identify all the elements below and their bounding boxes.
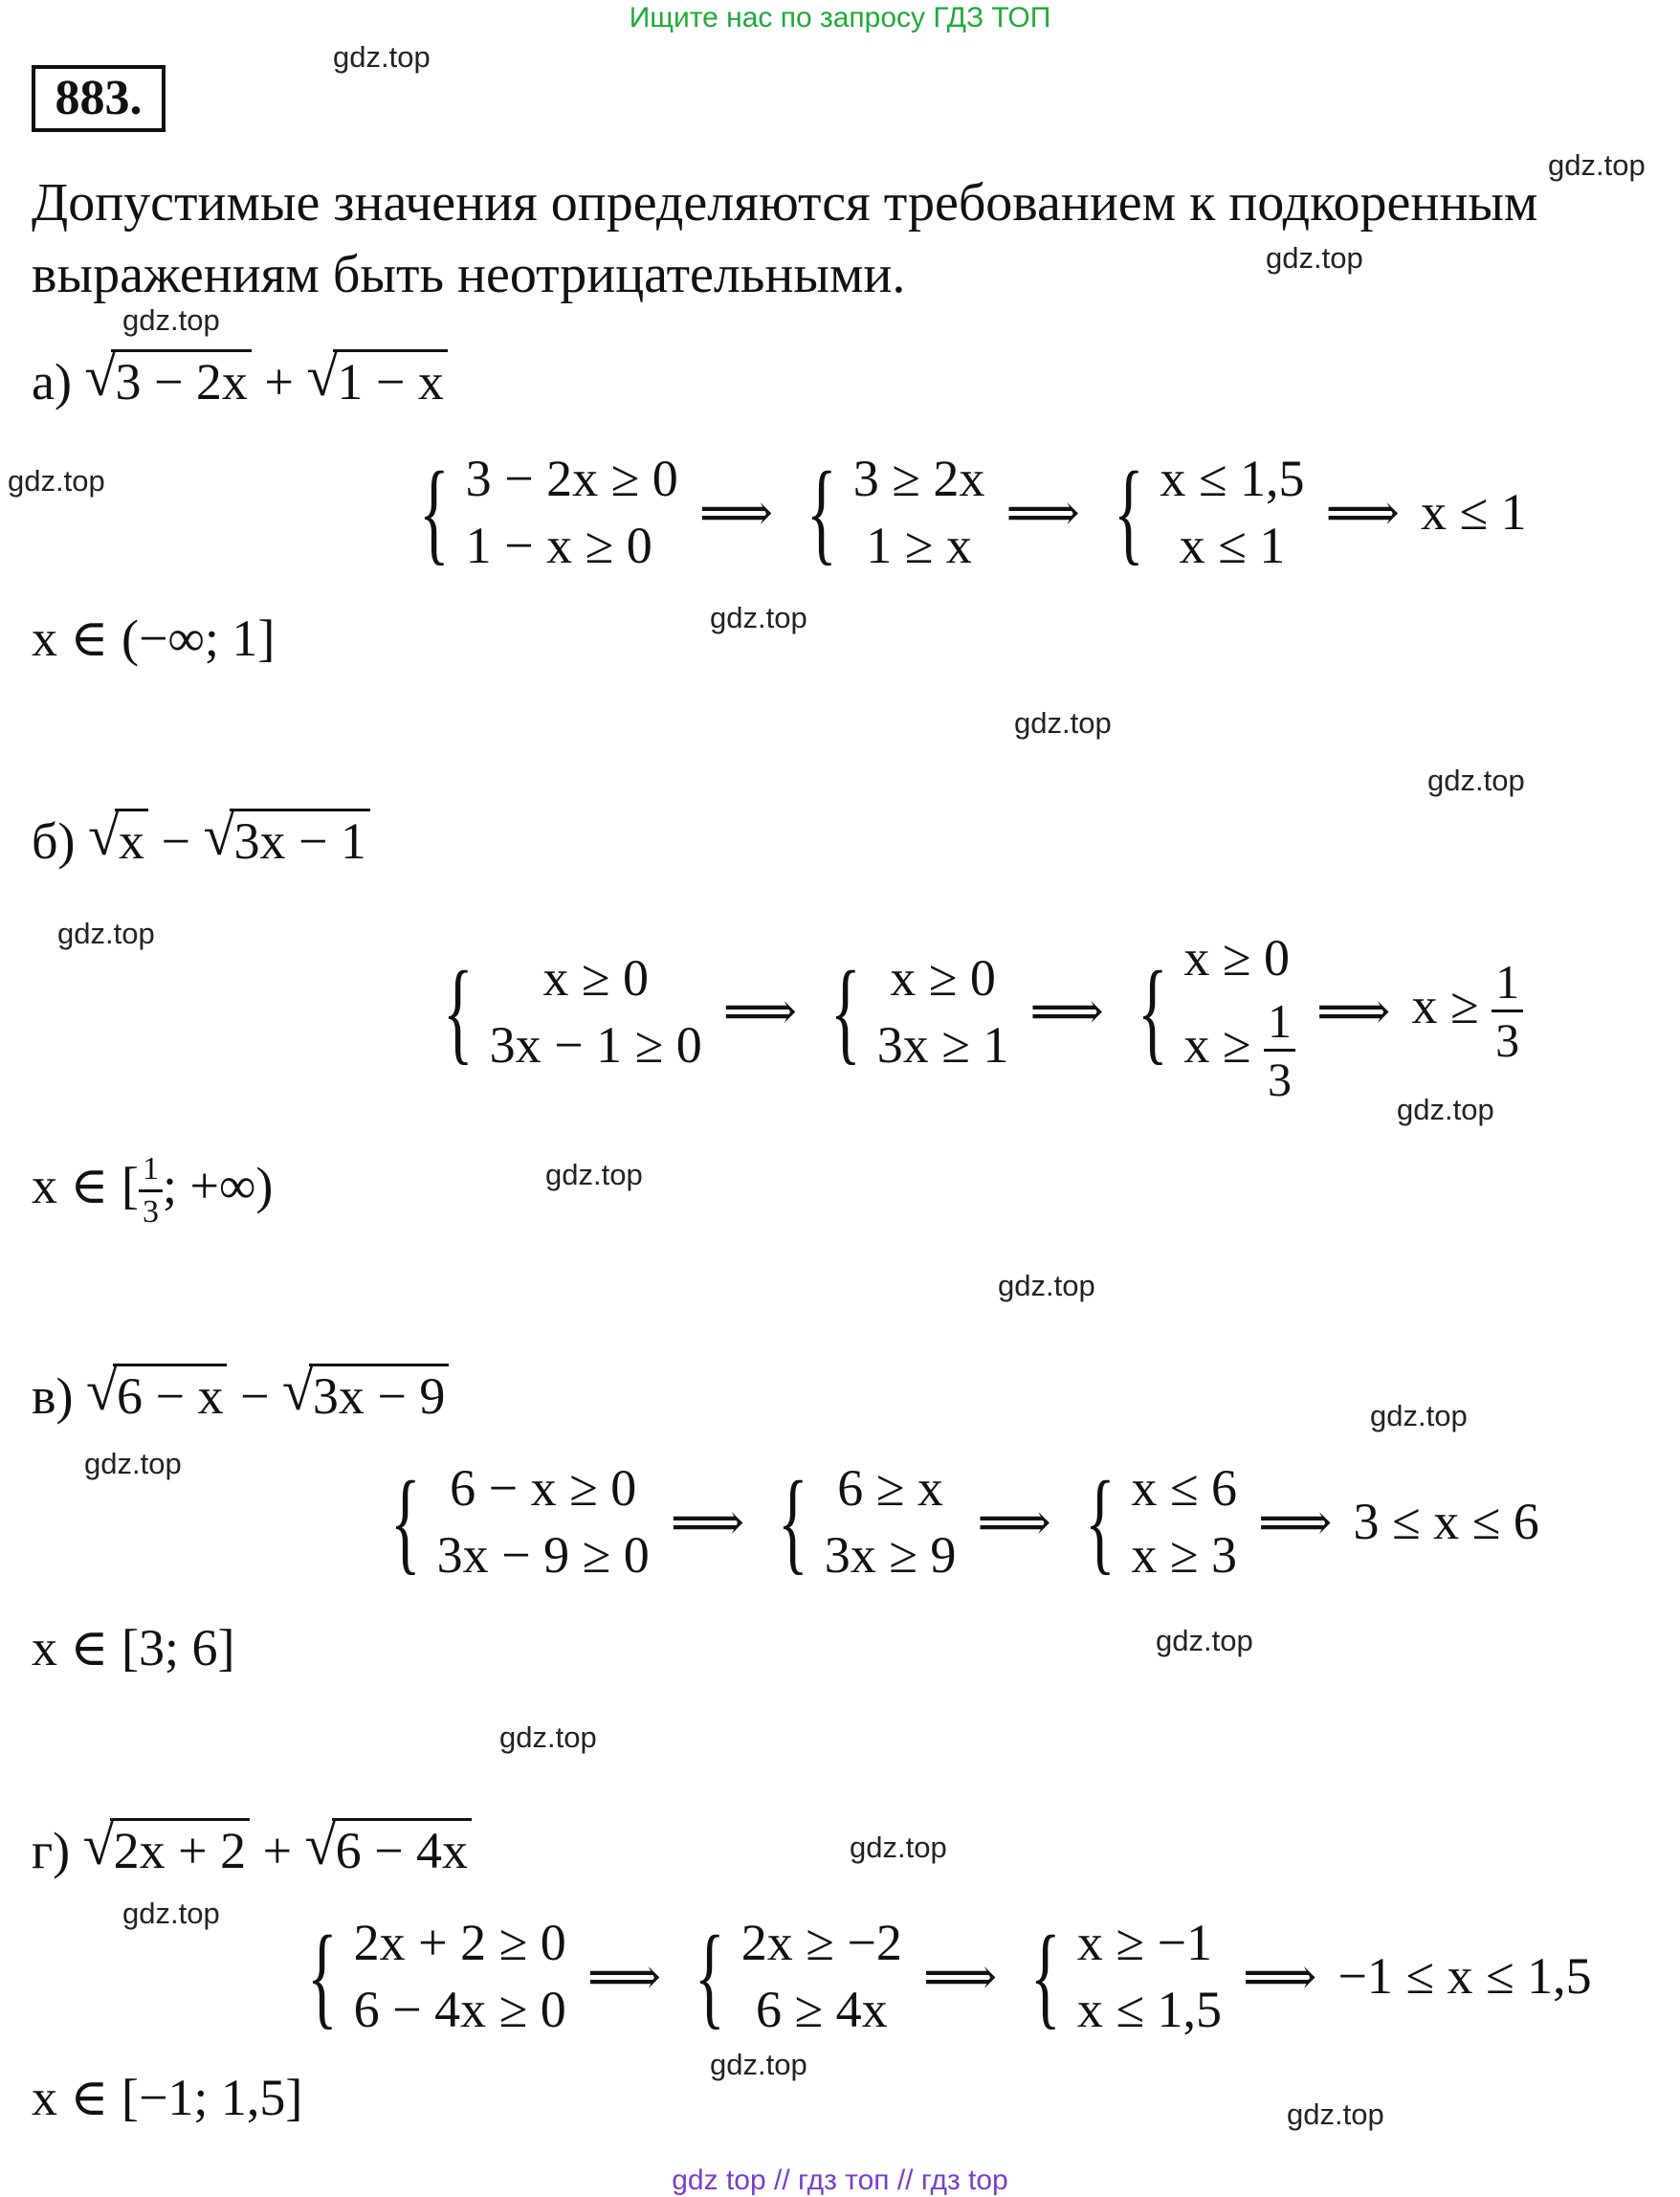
part-a-expression — [32, 349, 448, 411]
part-a-s2-line-2: 1 ≥ x — [866, 517, 972, 574]
part-a-radicand-1: 3 − 2x — [111, 349, 251, 411]
watermark: gdz.top — [84, 1447, 182, 1480]
part-d-s2-line-2: 6 ≥ 4x — [755, 1981, 888, 2038]
part-b-label: б) — [32, 812, 76, 870]
implies-arrow: ⟹ — [586, 1947, 662, 2006]
part-b-sqrt-1 — [88, 809, 148, 871]
part-a-s1-line-1: 3 − 2x ≥ 0 — [465, 450, 678, 507]
part-c-s2-line-1: 6 ≥ x — [837, 1459, 943, 1517]
part-d-radicand-2: 6 − 4x — [332, 1818, 472, 1880]
part-c-result: 3 ≤ x ≤ 6 — [1353, 1493, 1539, 1550]
part-c-s1-line-1: 6 − x ≥ 0 — [450, 1459, 637, 1517]
part-d-radicand-1: 2x + 2 — [110, 1818, 250, 1880]
part-b-s3-line-1: x ≥ 0 — [1183, 929, 1291, 987]
part-d-label: г) — [32, 1822, 71, 1879]
watermark: gdz.top — [850, 1831, 947, 1864]
part-d-sqrt-2 — [305, 1818, 472, 1880]
part-c-label: в) — [32, 1367, 74, 1425]
watermark: gdz.top — [710, 2048, 807, 2081]
implies-arrow: ⟹ — [1029, 983, 1104, 1040]
implies-arrow: ⟹ — [1316, 983, 1391, 1040]
part-b-sqrt-2 — [203, 809, 369, 871]
part-d-answer: x ∈ [−1; 1,5] — [32, 2069, 303, 2126]
fraction: $\frac{1}{3}$ — [139, 1153, 163, 1229]
implies-arrow: ⟹ — [670, 1493, 745, 1551]
fraction: $\frac{1}{3}$ — [1264, 997, 1295, 1103]
part-b-answer: x ∈ [ $\frac{1}{3}$ ; +∞) — [32, 1151, 274, 1230]
part-b-op: − — [161, 812, 190, 870]
watermark: gdz.top — [1397, 1093, 1494, 1126]
watermark: gdz.top — [333, 40, 431, 74]
part-b-radicand-2: 3x − 1 — [230, 809, 369, 871]
part-a-sqrt-2 — [306, 349, 447, 411]
part-c-sqrt-1 — [86, 1364, 227, 1426]
part-c-s2-line-2: 3x ≥ 9 — [824, 1526, 957, 1584]
part-b-s1-line-2: 3x − 1 ≥ 0 — [489, 1015, 702, 1074]
problem-number: 883. — [32, 65, 166, 132]
part-a-s2-line-1: 3 ≥ 2x — [852, 450, 985, 507]
implies-arrow: ⟹ — [977, 1493, 1051, 1551]
part-d-solution: { 2x + 2 ≥ 0 6 − 4x ≥ 0 ⟹ { 2x ≥ −2 6 ≥ 4x ⟹ { x ≥ −1 x ≤ 1,5 ⟹ −1 ≤ x ≤ 1,5 — [295, 1909, 1592, 2043]
part-c-s1-line-2: 3x − 9 ≥ 0 — [436, 1526, 650, 1584]
implies-arrow: ⟹ — [1325, 483, 1400, 542]
part-c-radicand-1: 6 − x — [113, 1364, 227, 1426]
watermark: gdz.top — [122, 1897, 220, 1930]
watermark: gdz.top — [1370, 1399, 1468, 1432]
part-c-sqrt-2 — [282, 1364, 449, 1426]
part-d-s1-line-1: 2x + 2 ≥ 0 — [353, 1914, 566, 1971]
part-a-radicand-2: 1 − x — [333, 349, 447, 411]
part-a-s3-line-2: x ≤ 1 — [1179, 517, 1286, 574]
footer-watermark: gdz top // гдз топ // гдз top — [672, 2164, 1008, 2196]
part-b-s1-line-1: x ≥ 0 — [542, 948, 649, 1007]
watermark: gdz.top — [710, 601, 807, 634]
implies-arrow: ⟹ — [698, 483, 774, 542]
watermark: gdz.top — [1287, 2097, 1384, 2131]
part-c-s3-line-1: x ≤ 6 — [1131, 1459, 1238, 1517]
part-d-op: + — [262, 1822, 293, 1879]
top-banner: Ищите нас по запросу ГДЗ ТОП — [629, 2, 1051, 33]
watermark: gdz.top — [8, 464, 105, 498]
part-d-s3-line-1: x ≥ −1 — [1076, 1914, 1212, 1971]
part-d-result: −1 ≤ x ≤ 1,5 — [1337, 1947, 1592, 2005]
part-d-s2-line-1: 2x ≥ −2 — [741, 1914, 902, 1971]
implies-arrow: ⟹ — [1258, 1493, 1333, 1551]
part-b-radicand-1: x — [115, 809, 148, 871]
part-b-s2-line-2: 3x ≥ 1 — [876, 1015, 1009, 1074]
part-b-s3-line-2: x ≥ $\frac{1}{3}$ — [1183, 997, 1295, 1103]
part-c-expression — [32, 1364, 449, 1426]
part-b-result: x ≥ $\frac{1}{3}$ — [1411, 958, 1523, 1064]
part-a-result: x ≤ 1 — [1420, 483, 1527, 541]
part-c-solution: { 6 − x ≥ 0 3x − 9 ≥ 0 ⟹ { 6 ≥ x 3x ≥ 9 ⟹ { x ≤ 6 x ≥ 3 ⟹ 3 ≤ x ≤ 6 — [378, 1454, 1539, 1588]
intro-line-2: выражениям быть неотрицательными. — [32, 245, 906, 304]
watermark: gdz.top — [1427, 764, 1525, 797]
watermark: gdz.top — [122, 303, 220, 337]
fraction: $\frac{1}{3}$ — [1492, 958, 1523, 1064]
watermark: gdz.top — [57, 917, 155, 950]
part-a-s1-line-2: 1 − x ≥ 0 — [465, 517, 652, 574]
part-c-radicand-2: 3x − 9 — [309, 1364, 449, 1426]
part-d-sqrt-1 — [83, 1818, 250, 1880]
implies-arrow: ⟹ — [1006, 483, 1080, 542]
part-b-s2-line-1: x ≥ 0 — [890, 948, 996, 1007]
part-b-solution: { x ≥ 0 3x − 1 ≥ 0 ⟹ { x ≥ 0 3x ≥ 1 ⟹ { x ≥ 0 x ≥ $\frac{1}{3}$ ⟹ x ≥ $\frac{1}{3}$ — [431, 919, 1523, 1103]
part-c-s3-line-2: x ≥ 3 — [1131, 1526, 1238, 1584]
watermark: gdz.top — [1014, 706, 1112, 740]
watermark: gdz.top — [545, 1158, 643, 1191]
part-a-sqrt-1 — [84, 349, 251, 411]
part-a-op: + — [264, 353, 294, 411]
part-d-expression — [32, 1818, 472, 1880]
part-b-expression — [32, 809, 370, 871]
part-a-label: а) — [32, 353, 72, 411]
watermark: gdz.top — [998, 1269, 1095, 1302]
implies-arrow: ⟹ — [1243, 1947, 1317, 2006]
part-a-solution: { 3 − 2x ≥ 0 1 − x ≥ 0 ⟹ { 3 ≥ 2x 1 ≥ x ⟹ { x ≤ 1,5 x ≤ 1 ⟹ x ≤ 1 — [407, 445, 1527, 579]
implies-arrow: ⟹ — [722, 983, 798, 1040]
part-d-s3-line-2: x ≤ 1,5 — [1076, 1981, 1222, 2038]
part-d-s1-line-2: 6 − 4x ≥ 0 — [353, 1981, 566, 2038]
watermark: gdz.top — [1266, 241, 1363, 275]
implies-arrow: ⟹ — [922, 1947, 998, 2006]
part-c-answer: x ∈ [3; 6] — [32, 1619, 235, 1676]
watermark: gdz.top — [1156, 1624, 1253, 1657]
part-a-s3-line-1: x ≤ 1,5 — [1160, 450, 1305, 507]
part-a-answer: x ∈ (−∞; 1] — [32, 610, 276, 667]
part-c-op: − — [239, 1367, 270, 1425]
watermark: gdz.top — [1548, 148, 1646, 182]
intro-line-1: Допустимые значения определяются требованием к подкоренным — [32, 173, 1538, 233]
watermark: gdz.top — [499, 1720, 597, 1754]
